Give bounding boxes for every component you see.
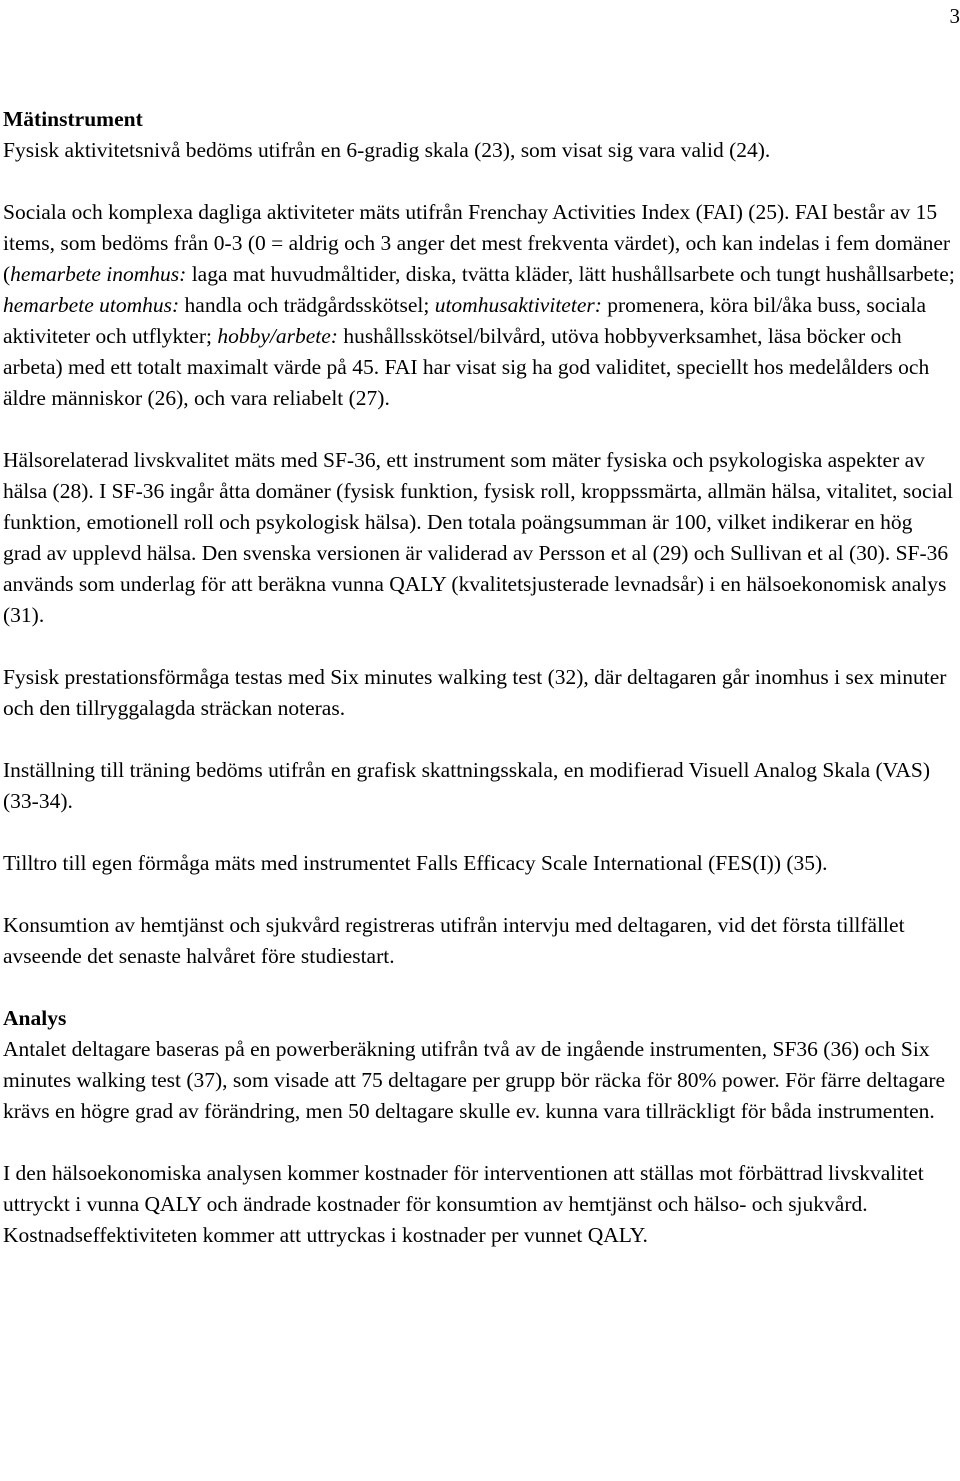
paragraph-sf36: Hälsorelaterad livskvalitet mäts med SF-36, ett instrument som mäter fysiska och psykologiska aspekter av hälsa (28). I SF-36 ingår åtta domäner (fysisk funktion, fysisk roll, kroppssmärta, allmän hälsa, vitalitet, social funktion, emotionell roll och psykologisk hälsa). Den totala poängsumman är 100, vilket indikerar en hög grad av upplevd hälsa. Den svenska versionen är validerad av Persson et al (29) och Sullivan et al (30). SF-36 används som underlag för att beräkna vunna QALY (kvalitetsjusterade levnadsår) i en hälsoekonomisk analys (31). xyxy=(3,448,953,627)
fai-text-2: laga mat huvudmåltider, diska, tvätta kläder, lätt hushållsarbete och tungt hushållsarbete; xyxy=(186,262,955,286)
fai-domain-utomhusaktiviteter: utomhusaktiviteter: xyxy=(434,293,602,317)
fai-text-5: hushållsskötsel/bilvård, utöva hobbyverksamhet, läsa böcker och arbeta) med ett totalt maximalt värde på 45. FAI har visat sig ha god validitet, speciellt hos medelålders och äldre människor (26), och vara reliabelt (27). xyxy=(3,324,930,410)
page-number: 3 xyxy=(949,4,960,28)
fai-text-4: promenera, köra bil/åka buss, sociala aktiviteter och utflykter; xyxy=(3,293,927,348)
paragraph-fes-i: Tilltro till egen förmåga mäts med instrumentet Falls Efficacy Scale International (FES(I)) (35). xyxy=(3,851,828,875)
paragraph-consumption: Konsumtion av hemtjänst och sjukvård registreras utifrån intervju med deltagaren, vid det första tillfället avseende det senaste halvåret före studiestart. xyxy=(3,913,905,968)
paragraph-power-calculation: Antalet deltagare baseras på en powerberäkning utifrån två av de ingående instrumenten, SF36 (36) och Six minutes walking test (37), som visade att 75 deltagare per grupp bör räcka för 80% power. För färre deltagare krävs en högre grad av förändring, men 50 deltagare skulle ev. kunna vara tillräckligt för båda instrumenten. xyxy=(3,1037,946,1123)
fai-domain-hobby-arbete: hobby/arbete: xyxy=(217,324,338,348)
heading-analys: Analys xyxy=(3,1006,67,1030)
paragraph-health-economic-analysis: I den hälsoekonomiska analysen kommer kostnader för interventionen att ställas mot förbättrad livskvalitet uttryckt i vunna QALY och ändrade kostnader för konsumtion av hemtjänst och hälso- och sjukvård. Kostnadseffektiviteten kommer att uttryckas i kostnader per vunnet QALY. xyxy=(3,1161,924,1247)
fai-text-3: handla och trädgårdsskötsel; xyxy=(179,293,435,317)
paragraph-six-minutes-walk: Fysisk prestationsförmåga testas med Six minutes walking test (32), där deltagaren går inomhus i sex minuter och den tillryggalagda sträckan noteras. xyxy=(3,665,947,720)
paragraph-vas: Inställning till träning bedöms utifrån en grafisk skattningsskala, en modifierad Visuell Analog Skala (VAS) (33-34). xyxy=(3,758,931,813)
paragraph-activity-level: Fysisk aktivitetsnivå bedöms utifrån en 6-gradig skala (23), som visat sig vara valid (24). xyxy=(3,138,771,162)
paragraph-fai xyxy=(3,197,955,414)
heading-matinstrument: Mätinstrument xyxy=(3,107,143,131)
fai-domain-hemarbete-inomhus: hemarbete inomhus: xyxy=(10,262,187,286)
document-body xyxy=(3,104,955,1251)
fai-text-1: Sociala och komplexa dagliga aktiviteter mäts utifrån Frenchay Activities Index (FAI) (25). FAI består av 15 items, som bedöms från 0-3 (0 = aldrig och 3 anger det mest frekventa värdet), och kan indelas i fem domäner ( xyxy=(3,200,951,286)
fai-domain-hemarbete-utomhus: hemarbete utomhus: xyxy=(3,293,180,317)
